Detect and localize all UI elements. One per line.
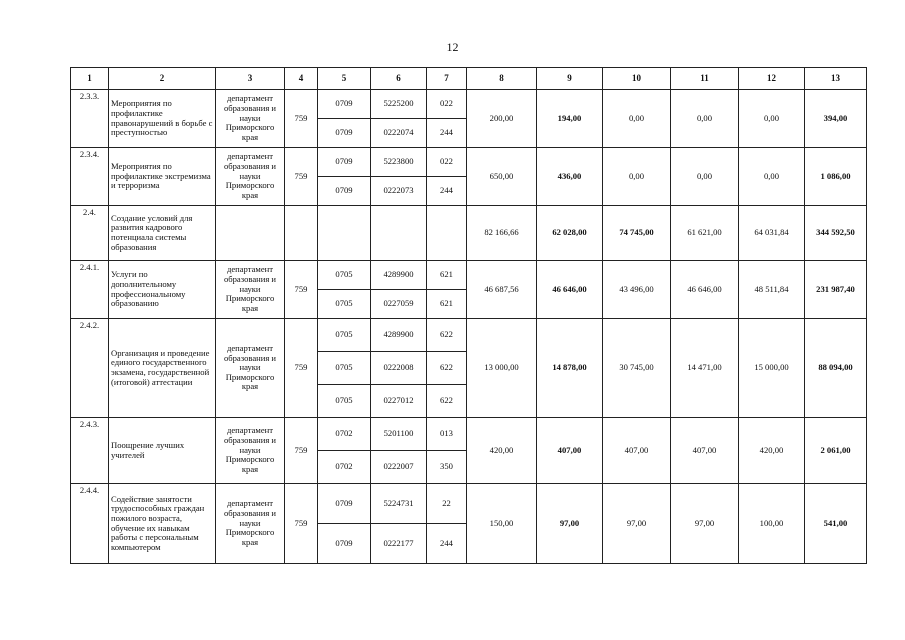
amount-cell: 200,00 (467, 90, 537, 148)
target-article-code: 5224731 (371, 484, 427, 524)
header-row (71, 68, 867, 90)
row-number: 2.4.3. (71, 418, 109, 484)
amount-cell: 74 745,00 (603, 206, 671, 261)
target-article-code: 4289900 (371, 319, 427, 352)
amount-cell: 14 471,00 (671, 319, 739, 418)
target-article-code: 0222008 (371, 352, 427, 385)
grbs-code: 759 (285, 319, 318, 418)
amount-cell: 97,00 (671, 484, 739, 564)
expense-type-code (427, 206, 467, 261)
row-number: 2.4.2. (71, 319, 109, 418)
amount-cell: 88 094,00 (805, 319, 867, 418)
table-row (71, 261, 867, 290)
header-cell: 7 (427, 68, 467, 90)
amount-cell: 0,00 (603, 148, 671, 206)
executor (216, 206, 285, 261)
section-code (318, 206, 371, 261)
section-code: 0702 (318, 418, 371, 451)
table-row (71, 206, 867, 261)
amount-cell: 394,00 (805, 90, 867, 148)
page-number: 12 (446, 40, 459, 54)
measure-name: Организация и проведение единого государственного экзамена, государственной (итоговой) аттестации (109, 319, 216, 418)
expense-type-code: 022 (427, 148, 467, 177)
header-cell: 11 (671, 68, 739, 90)
target-article-code: 0227059 (371, 290, 427, 319)
amount-cell: 0,00 (739, 90, 805, 148)
amount-cell: 0,00 (603, 90, 671, 148)
measure-name: Мероприятия по профилактике правонарушений в борьбе с преступностью (109, 90, 216, 148)
target-article-code: 5201100 (371, 418, 427, 451)
section-code: 0705 (318, 352, 371, 385)
amount-cell: 46 646,00 (537, 261, 603, 319)
amount-cell: 407,00 (537, 418, 603, 484)
amount-cell: 15 000,00 (739, 319, 805, 418)
amount-cell: 541,00 (805, 484, 867, 564)
expense-type-code: 244 (427, 177, 467, 206)
amount-cell: 436,00 (537, 148, 603, 206)
budget-table (70, 67, 867, 564)
section-code: 0705 (318, 319, 371, 352)
amount-cell: 650,00 (467, 148, 537, 206)
target-article-code: 0222007 (371, 451, 427, 484)
amount-cell: 30 745,00 (603, 319, 671, 418)
amount-cell: 82 166,66 (467, 206, 537, 261)
row-number: 2.4.4. (71, 484, 109, 564)
section-code: 0702 (318, 451, 371, 484)
executor: департамент образования и науки Приморского края (216, 319, 285, 418)
amount-cell: 407,00 (603, 418, 671, 484)
expense-type-code: 244 (427, 524, 467, 564)
grbs-code: 759 (285, 148, 318, 206)
amount-cell: 97,00 (603, 484, 671, 564)
section-code: 0705 (318, 261, 371, 290)
amount-cell: 48 511,84 (739, 261, 805, 319)
target-article-code: 0222074 (371, 119, 427, 148)
amount-cell: 46 646,00 (671, 261, 739, 319)
expense-type-code: 621 (427, 290, 467, 319)
header-cell: 5 (318, 68, 371, 90)
target-article-code: 5225200 (371, 90, 427, 119)
header-cell: 3 (216, 68, 285, 90)
amount-cell: 0,00 (739, 148, 805, 206)
amount-cell: 344 592,50 (805, 206, 867, 261)
section-code: 0709 (318, 177, 371, 206)
header-cell: 13 (805, 68, 867, 90)
amount-cell: 231 987,40 (805, 261, 867, 319)
table-row (71, 90, 867, 119)
amount-cell: 2 061,00 (805, 418, 867, 484)
table-row (71, 484, 867, 524)
amount-cell: 14 878,00 (537, 319, 603, 418)
grbs-code: 759 (285, 261, 318, 319)
expense-type-code: 622 (427, 319, 467, 352)
section-code: 0709 (318, 119, 371, 148)
expense-type-code: 621 (427, 261, 467, 290)
table-row (71, 319, 867, 352)
expense-type-code: 022 (427, 90, 467, 119)
amount-cell: 0,00 (671, 148, 739, 206)
executor: департамент образования и науки Приморского края (216, 90, 285, 148)
amount-cell: 1 086,00 (805, 148, 867, 206)
amount-cell: 46 687,56 (467, 261, 537, 319)
table-row (71, 418, 867, 451)
grbs-code: 759 (285, 484, 318, 564)
target-article-code: 0222177 (371, 524, 427, 564)
header-cell: 8 (467, 68, 537, 90)
amount-cell: 43 496,00 (603, 261, 671, 319)
amount-cell: 194,00 (537, 90, 603, 148)
expense-type-code: 013 (427, 418, 467, 451)
expense-type-code: 22 (427, 484, 467, 524)
amount-cell: 13 000,00 (467, 319, 537, 418)
amount-cell: 61 621,00 (671, 206, 739, 261)
amount-cell: 150,00 (467, 484, 537, 564)
amount-cell: 407,00 (671, 418, 739, 484)
expense-type-code: 350 (427, 451, 467, 484)
header-cell: 1 (71, 68, 109, 90)
header-cell: 12 (739, 68, 805, 90)
amount-cell: 420,00 (739, 418, 805, 484)
section-code: 0709 (318, 90, 371, 119)
expense-type-code: 622 (427, 385, 467, 418)
section-code: 0709 (318, 148, 371, 177)
header-cell: 2 (109, 68, 216, 90)
row-number: 2.4.1. (71, 261, 109, 319)
executor: департамент образования и науки Приморского края (216, 418, 285, 484)
section-code: 0709 (318, 484, 371, 524)
row-number: 2.3.4. (71, 148, 109, 206)
grbs-code: 759 (285, 90, 318, 148)
target-article-code (371, 206, 427, 261)
executor: департамент образования и науки Приморского края (216, 261, 285, 319)
target-article-code: 0222073 (371, 177, 427, 206)
amount-cell: 420,00 (467, 418, 537, 484)
measure-name: Мероприятия по профилактике экстремизма и терроризма (109, 148, 216, 206)
header-cell: 6 (371, 68, 427, 90)
table-row (71, 148, 867, 177)
target-article-code: 5223800 (371, 148, 427, 177)
header-cell: 10 (603, 68, 671, 90)
row-number: 2.4. (71, 206, 109, 261)
amount-cell: 100,00 (739, 484, 805, 564)
section-code: 0705 (318, 385, 371, 418)
measure-name: Поощрение лучших учителей (109, 418, 216, 484)
executor: департамент образования и науки Приморского края (216, 148, 285, 206)
measure-name: Создание условий для развития кадрового потенциала системы образования (109, 206, 216, 261)
header-cell: 4 (285, 68, 318, 90)
executor: департамент образования и науки Приморского края (216, 484, 285, 564)
target-article-code: 0227012 (371, 385, 427, 418)
amount-cell: 62 028,00 (537, 206, 603, 261)
row-number: 2.3.3. (71, 90, 109, 148)
section-code: 0709 (318, 524, 371, 564)
measure-name: Содействие занятости трудоспособных граждан пожилого возраста, обучение их навыкам работы с персональным компьютером (109, 484, 216, 564)
measure-name: Услуги по дополнительному профессиональному образованию (109, 261, 216, 319)
expense-type-code: 244 (427, 119, 467, 148)
amount-cell: 97,00 (537, 484, 603, 564)
target-article-code: 4289900 (371, 261, 427, 290)
amount-cell: 0,00 (671, 90, 739, 148)
header-cell: 9 (537, 68, 603, 90)
section-code: 0705 (318, 290, 371, 319)
expense-type-code: 622 (427, 352, 467, 385)
grbs-code: 759 (285, 418, 318, 484)
grbs-code (285, 206, 318, 261)
amount-cell: 64 031,84 (739, 206, 805, 261)
